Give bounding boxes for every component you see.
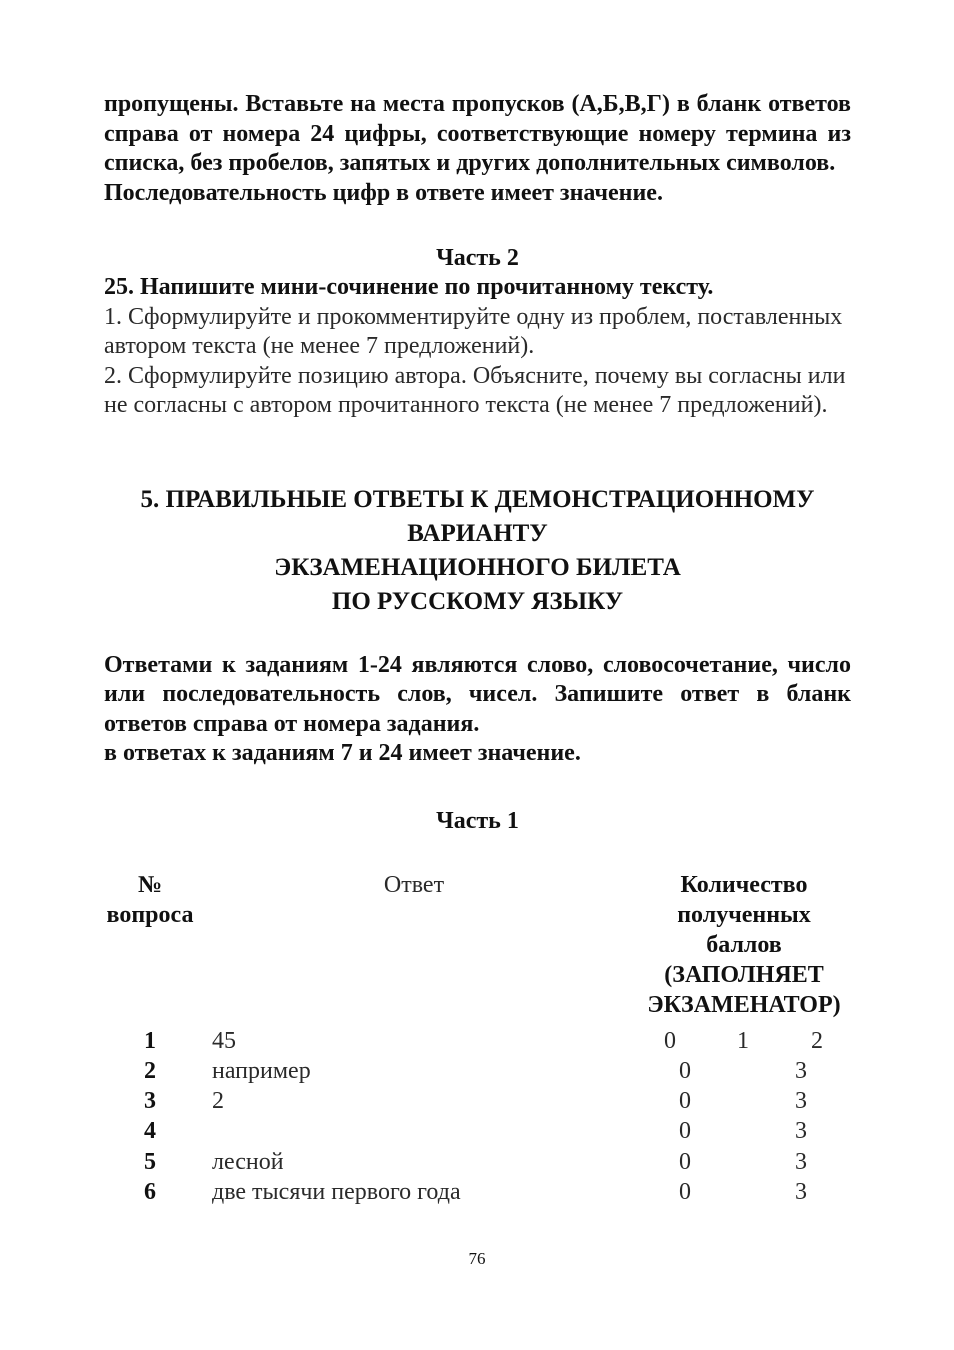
page-number: 76	[468, 1249, 486, 1268]
header-text: вопроса	[106, 901, 194, 928]
question-number: 2	[144, 1057, 156, 1084]
header-answer: Ответ	[383, 871, 445, 898]
header-text: №	[137, 871, 163, 898]
question-number: 3	[144, 1088, 156, 1115]
question-number: 5	[144, 1148, 156, 1175]
section-title	[94, 483, 861, 619]
score-option: 2	[811, 1027, 823, 1054]
section-title-line: ВАРИАНТУ	[407, 519, 548, 547]
table-row	[104, 1177, 851, 1207]
part2-heading: Часть 2	[436, 245, 519, 271]
score-option: 0	[679, 1118, 691, 1145]
answers-intro	[104, 651, 851, 769]
question-number: 6	[144, 1178, 156, 1205]
score-option: 3	[795, 1057, 807, 1084]
header-score	[634, 870, 854, 1020]
header-text: баллов	[706, 931, 782, 958]
task-25-title: 25. Напишите мини-сочинение по прочитанному тексту.	[104, 274, 714, 300]
score-option: 3	[795, 1088, 807, 1115]
score-option: 0	[679, 1178, 691, 1205]
answer-value: 45	[212, 1027, 236, 1054]
section-title-line: 5. ПРАВИЛЬНЫЕ ОТВЕТЫ К ДЕМОНСТРАЦИОННОМУ	[140, 485, 815, 513]
score-option: 1	[737, 1027, 749, 1054]
question-number: 4	[144, 1118, 156, 1145]
answers-intro-note: в ответах к заданиям 7 и 24 имеет значение.	[104, 740, 581, 766]
answers-intro-paragraph: Ответами к заданиям 1-24 являются слово, словосочетание, число или последовательность слов, чисел. Запишите ответ в бланк ответов справа от номера задания.	[104, 651, 851, 737]
answers-table-header	[104, 870, 851, 1026]
score-option: 0	[679, 1088, 691, 1115]
score-option: 0	[664, 1027, 676, 1054]
score-option: 3	[795, 1178, 807, 1205]
section-title-line: ПО РУССКОМУ ЯЗЫКУ	[331, 587, 624, 615]
header-text: ЭКЗАМЕНАТОР)	[647, 991, 841, 1018]
answer-value: например	[212, 1057, 311, 1084]
answers-table-body	[104, 1026, 851, 1208]
score-option: 3	[795, 1118, 807, 1145]
answer-value: 2	[212, 1088, 224, 1115]
table-row	[104, 1056, 851, 1086]
score-option: 0	[679, 1057, 691, 1084]
answer-value: лесной	[212, 1148, 284, 1175]
table-row	[104, 1026, 851, 1056]
header-text: Количество	[680, 871, 808, 898]
score-option: 3	[795, 1148, 807, 1175]
intro-note: Последовательность цифр в ответе имеет значение.	[104, 179, 663, 206]
header-text: (ЗАПОЛНЯЕТ	[664, 961, 824, 988]
document-page	[104, 90, 851, 1207]
task-25-item-2: 2. Сформулируйте позицию автора. Объясните, почему вы согласны или не согласны с автором прочитанного текста (не менее 7 предложений).	[104, 362, 846, 418]
table-row	[104, 1147, 851, 1177]
part1-heading: Часть 1	[436, 807, 519, 834]
header-question-number	[104, 870, 196, 930]
table-row	[104, 1086, 851, 1116]
table-row	[104, 1116, 851, 1146]
header-text: полученных	[677, 901, 811, 928]
question-number: 1	[144, 1027, 156, 1054]
score-option: 0	[679, 1148, 691, 1175]
answer-value: две тысячи первого года	[212, 1178, 461, 1205]
task-25-item-1: 1. Сформулируйте и прокомментируйте одну из проблем, поставленных автором текста (не менее 7 предложений).	[104, 303, 843, 359]
intro-paragraph: пропущены. Вставьте на места пропусков (А,Б,В,Г) в бланк ответов справа от номера 24 цифры, соответствующие номеру термина из списка, без пробелов, запятых и других дополнительных символов.	[104, 91, 851, 176]
section-title-line: ЭКЗАМЕНАЦИОННОГО БИЛЕТА	[274, 553, 681, 581]
